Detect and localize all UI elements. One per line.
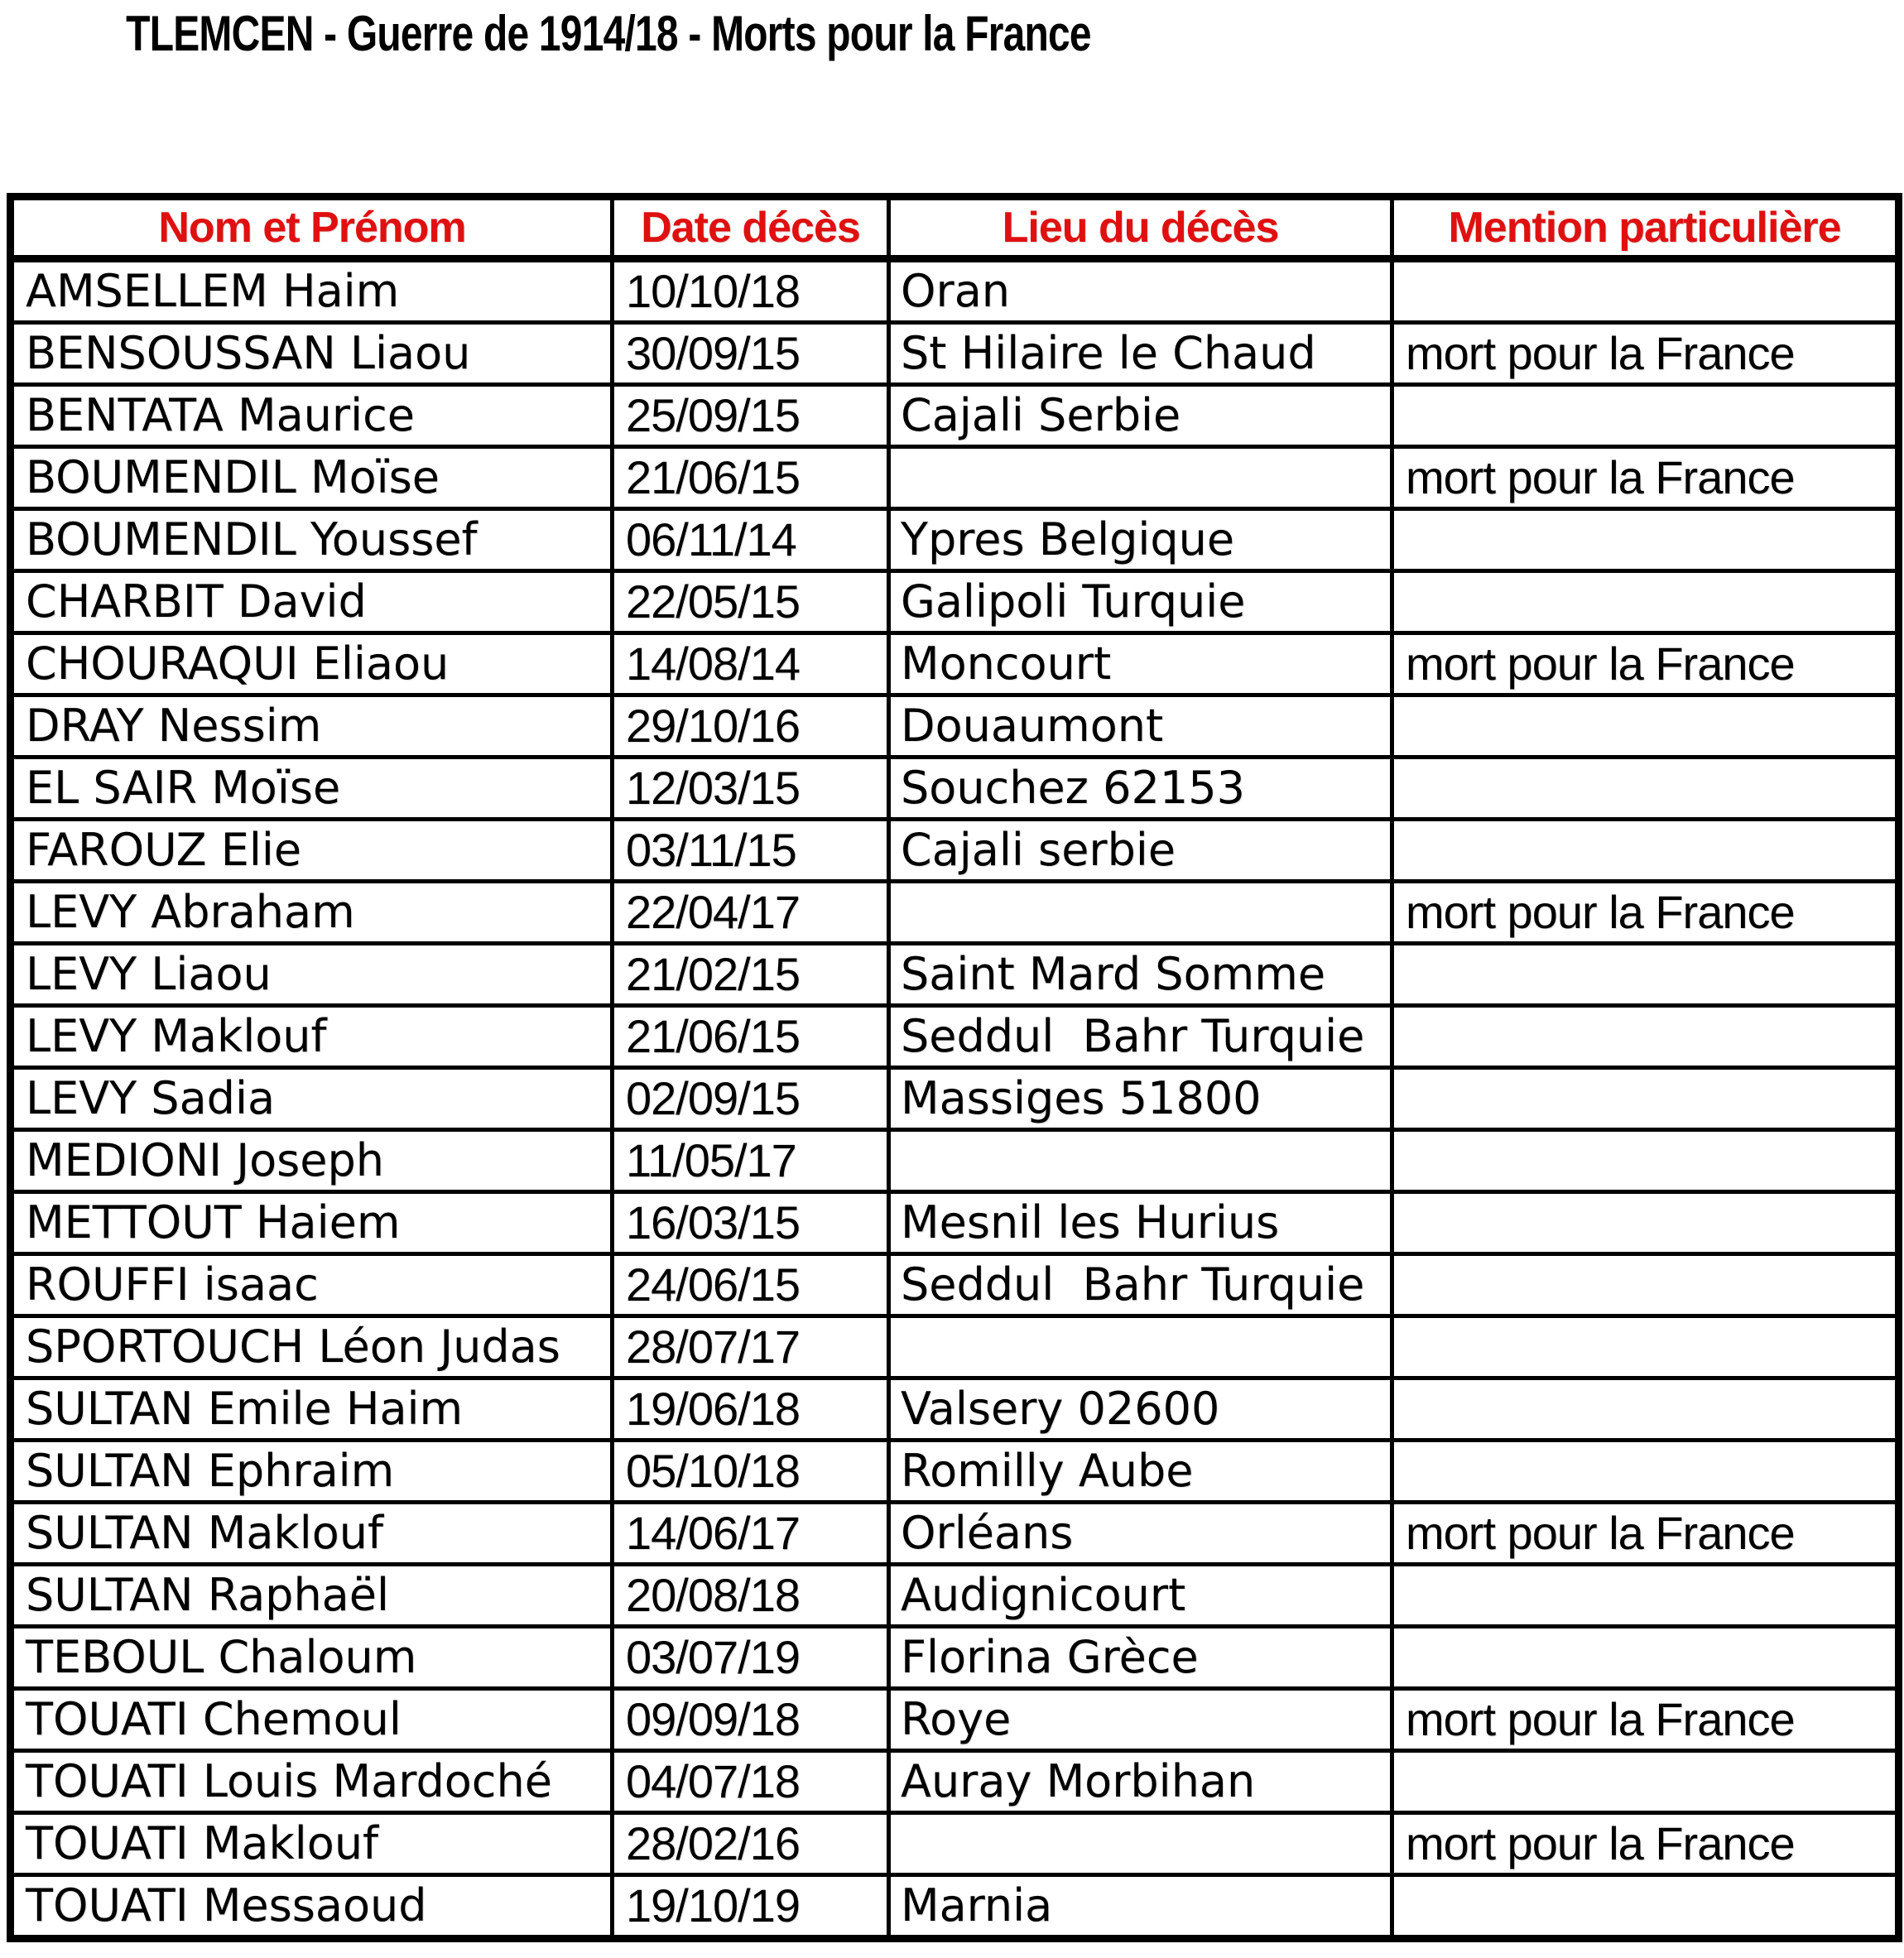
cell-date: 11/05/17 [613,1130,889,1192]
cell-place: Ypres Belgique [889,509,1392,571]
cell-name: AMSELLEM Haim [11,259,613,323]
cell-name: SULTAN Emile Haim [11,1378,613,1441]
cell-place: Seddul Bahr Turquie [889,1254,1392,1316]
cell-mention [1392,1441,1899,1503]
table-row [11,1441,1899,1503]
table-row [11,323,1899,385]
cell-name: SULTAN Maklouf [11,1503,613,1565]
cell-name: TOUATI Messaoud [11,1875,613,1939]
cell-mention [1392,1565,1899,1627]
cell-date: 10/10/18 [613,259,889,323]
cell-place: Oran [889,259,1392,323]
cell-mention: mort pour la France [1392,1503,1899,1565]
col-header-date: Date décès [613,197,889,259]
cell-date: 05/10/18 [613,1441,889,1503]
cell-date: 28/02/16 [613,1813,889,1875]
table-row [11,1130,1899,1192]
cell-name: TOUATI Chemoul [11,1689,613,1751]
cell-name: CHOURAQUI Eliaou [11,633,613,695]
cell-name: DRAY Nessim [11,695,613,758]
cell-place: St Hilaire le Chaud [889,323,1392,385]
cell-place [889,447,1392,509]
cell-place: Marnia [889,1875,1392,1939]
table-row [11,1875,1899,1939]
cell-name: FAROUZ Elie [11,820,613,882]
cell-name: BENSOUSSAN Liaou [11,323,613,385]
cell-name: TOUATI Maklouf [11,1813,613,1875]
cell-place: Saint Mard Somme [889,944,1392,1006]
cell-mention: mort pour la France [1392,323,1899,385]
cell-date: 28/07/17 [613,1316,889,1378]
cell-mention [1392,509,1899,571]
cell-mention: mort pour la France [1392,1813,1899,1875]
cell-date: 21/06/15 [613,447,889,509]
cell-place: Florina Grèce [889,1627,1392,1689]
cell-place: Souchez 62153 [889,758,1392,820]
cell-mention: mort pour la France [1392,633,1899,695]
cell-mention [1392,944,1899,1006]
casualties-table [7,193,1902,1942]
cell-name: LEVY Maklouf [11,1006,613,1068]
cell-place: Auray Morbihan [889,1751,1392,1813]
cell-date: 06/11/14 [613,509,889,571]
cell-name: EL SAIR Moïse [11,758,613,820]
cell-name: METTOUT Haiem [11,1192,613,1254]
cell-mention [1392,1751,1899,1813]
cell-place: Orléans [889,1503,1392,1565]
cell-place [889,1316,1392,1378]
cell-mention [1392,1130,1899,1192]
cell-place [889,1130,1392,1192]
cell-name: ROUFFI isaac [11,1254,613,1316]
cell-mention [1392,758,1899,820]
table-row [11,571,1899,633]
cell-mention [1392,820,1899,882]
cell-date: 04/07/18 [613,1751,889,1813]
table-row [11,385,1899,447]
cell-date: 29/10/16 [613,695,889,758]
cell-date: 21/06/15 [613,1006,889,1068]
cell-date: 19/10/19 [613,1875,889,1939]
cell-date: 21/02/15 [613,944,889,1006]
table-row [11,695,1899,758]
table-row [11,1751,1899,1813]
table-row [11,820,1899,882]
page-title: TLEMCEN - Guerre de 1914/18 - Morts pour la France [126,6,1091,61]
cell-date: 03/11/15 [613,820,889,882]
table-row [11,1316,1899,1378]
cell-name: LEVY Abraham [11,882,613,944]
cell-name: TOUATI Louis Mardoché [11,1751,613,1813]
cell-place: Galipoli Turquie [889,571,1392,633]
table-row [11,1378,1899,1441]
cell-date: 19/06/18 [613,1378,889,1441]
cell-mention: mort pour la France [1392,447,1899,509]
cell-date: 20/08/18 [613,1565,889,1627]
cell-date: 12/03/15 [613,758,889,820]
cell-place: Seddul Bahr Turquie [889,1006,1392,1068]
table-row [11,882,1899,944]
table-row [11,758,1899,820]
table-row [11,1068,1899,1130]
cell-place [889,882,1392,944]
cell-date: 16/03/15 [613,1192,889,1254]
cell-place: Romilly Aube [889,1441,1392,1503]
cell-date: 22/05/15 [613,571,889,633]
cell-name: LEVY Liaou [11,944,613,1006]
header-row [11,197,1899,259]
table-row [11,259,1899,323]
table-row [11,1254,1899,1316]
cell-date: 24/06/15 [613,1254,889,1316]
cell-date: 30/09/15 [613,323,889,385]
table-row [11,1689,1899,1751]
cell-place: Cajali Serbie [889,385,1392,447]
cell-place: Roye [889,1689,1392,1751]
cell-name: BENTATA Maurice [11,385,613,447]
cell-date: 14/08/14 [613,633,889,695]
cell-name: LEVY Sadia [11,1068,613,1130]
cell-mention: mort pour la France [1392,1689,1899,1751]
cell-mention [1392,1378,1899,1441]
cell-place: Audignicourt [889,1565,1392,1627]
cell-place [889,1813,1392,1875]
cell-mention [1392,1627,1899,1689]
cell-name: SULTAN Ephraim [11,1441,613,1503]
table-row [11,1192,1899,1254]
cell-mention [1392,1875,1899,1939]
cell-mention [1392,571,1899,633]
cell-date: 09/09/18 [613,1689,889,1751]
table-row [11,447,1899,509]
table-row [11,1006,1899,1068]
cell-mention [1392,385,1899,447]
cell-mention [1392,1068,1899,1130]
table-row [11,1565,1899,1627]
cell-name: BOUMENDIL Moïse [11,447,613,509]
cell-mention [1392,695,1899,758]
table-row [11,1627,1899,1689]
cell-mention: mort pour la France [1392,882,1899,944]
col-header-mention: Mention particulière [1392,197,1899,259]
cell-place: Massiges 51800 [889,1068,1392,1130]
cell-date: 02/09/15 [613,1068,889,1130]
cell-date: 03/07/19 [613,1627,889,1689]
cell-place: Cajali serbie [889,820,1392,882]
table-row [11,509,1899,571]
cell-place: Douaumont [889,695,1392,758]
table-body [11,259,1899,1939]
col-header-place: Lieu du décès [889,197,1392,259]
cell-name: CHARBIT David [11,571,613,633]
table-row [11,633,1899,695]
cell-name: TEBOUL Chaloum [11,1627,613,1689]
cell-name: SULTAN Raphaël [11,1565,613,1627]
cell-date: 25/09/15 [613,385,889,447]
table-row [11,1813,1899,1875]
table-row [11,1503,1899,1565]
cell-date: 22/04/17 [613,882,889,944]
cell-mention [1392,1254,1899,1316]
cell-mention [1392,1192,1899,1254]
cell-place: Valsery 02600 [889,1378,1392,1441]
table-row [11,944,1899,1006]
cell-place: Moncourt [889,633,1392,695]
cell-mention [1392,259,1899,323]
col-header-name: Nom et Prénom [11,197,613,259]
cell-date: 14/06/17 [613,1503,889,1565]
cell-name: MEDIONI Joseph [11,1130,613,1192]
cell-name: SPORTOUCH Léon Judas [11,1316,613,1378]
cell-name: BOUMENDIL Youssef [11,509,613,571]
cell-place: Mesnil les Hurius [889,1192,1392,1254]
cell-mention [1392,1316,1899,1378]
cell-mention [1392,1006,1899,1068]
